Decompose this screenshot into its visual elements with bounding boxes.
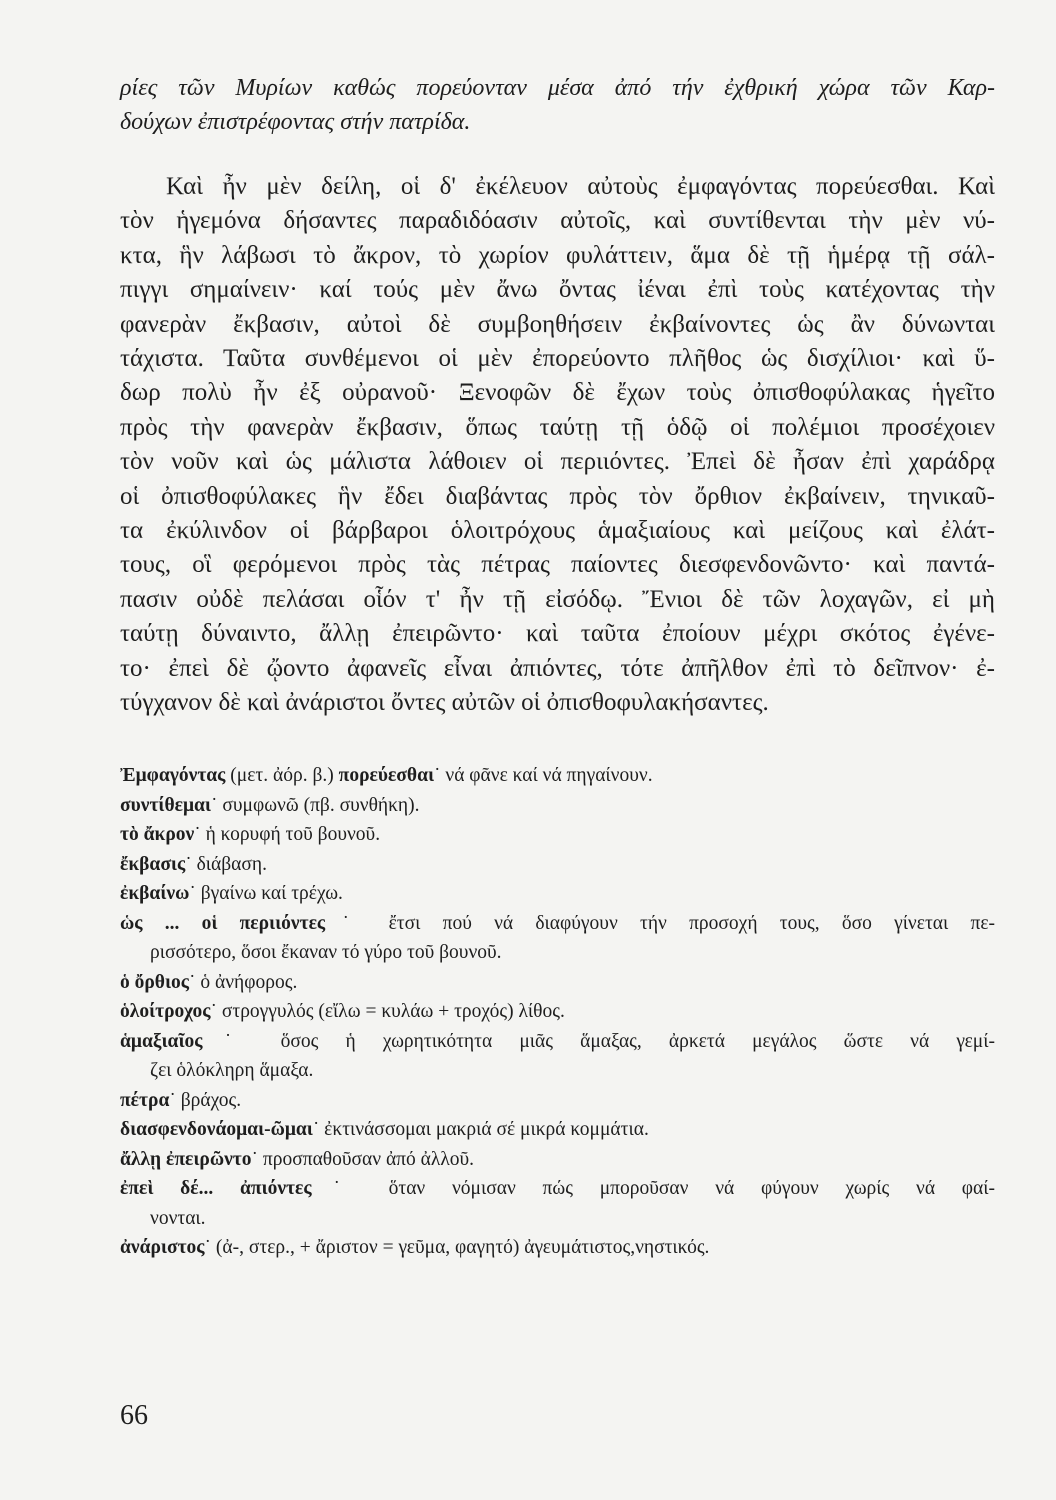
glossary-definition: ˙ ὅσος ἡ χωρητικότητα μιᾶς ἅμαξας, ἀρκετά μεγάλος ὥστε νά γεμί- (202, 1030, 995, 1052)
glossary-definition: ˙ ὅταν νόμισαν πώς μποροῦσαν νά φύγουν χωρίς νά φαί- (311, 1178, 995, 1199)
greek-passage (120, 170, 995, 721)
intro-italic-text (120, 71, 995, 139)
glossary-entry (120, 791, 995, 821)
glossary-term: ἔκβασις (120, 853, 186, 875)
passage-line: δωρ πολὺ ἦν ἐξ οὐρανοῦ· Ξενοφῶν δὲ ἔχων τοὺς ὀπισθοφύλακας ἡγεῖτο (120, 379, 995, 407)
glossary-term: ἀνάριστος (120, 1237, 205, 1258)
passage-line: τύγχανον δὲ καὶ ἀνάριστοι ὄντες αὐτῶν οἱ ὀπισθοφυλακήσαντες. (120, 689, 769, 717)
passage-line: τὸν νοῦν καὶ ὡς μάλιστα λάθοιεν οἱ περιιόντες. Ἐπεὶ δὲ ἦσαν ἐπὶ χαράδρᾳ (120, 448, 995, 476)
glossary-definition: ˙ ἔτσι πού νά διαφύγουν τήν προσοχή τους, ὅσο γίνεται πε- (325, 912, 996, 934)
passage-line: πιγγι σημαίνειν· καί τούς μὲν ἄνω ὄντας ἰέναι ἐπὶ τοὺς κατέχοντας τὴν (120, 276, 995, 304)
glossary-entry (120, 1027, 995, 1057)
passage-line: πασιν οὐδὲ πελάσαι οἷόν τ' ἦν τῇ εἰσόδῳ. Ἔνιοι δὲ τῶν λοχαγῶν, εἰ μὴ (120, 585, 995, 613)
glossary-definition: ˙ στρογγυλός (εἴλω = κυλάω + τροχός) λίθος. (210, 1001, 565, 1022)
glossary-term: διασφενδονάομαι-ῶμαι (120, 1119, 313, 1140)
passage-line: τους, οἳ φερόμενοι πρὸς τὰς πέτρας παίοντες διεσφενδονῶντο· καὶ παντά- (120, 551, 995, 579)
glossary-entry (120, 879, 995, 909)
passage-line: Καὶ ἦν μὲν δείλη, οἱ δ' ἐκέλευον αὐτοὺς ἐμφαγόντας πορεύεσθαι. Καὶ (166, 173, 995, 200)
glossary-entry (120, 1086, 995, 1116)
passage-line: φανερὰν ἔκβασιν, αὐτοὶ δὲ συμβοηθήσειν ἐκβαίνοντες ὡς ἂν δύνωνται (120, 310, 995, 338)
glossary-definition: ˙ προσπαθοῦσαν ἀπό ἀλλοῦ. (251, 1148, 475, 1170)
passage-line: τα ἐκύλινδον οἱ βάρβαροι ὁλοιτρόχους ἁμαξιαίους καὶ μείζους καὶ ἐλάτ- (120, 517, 995, 545)
intro-line: ρίες τῶν Μυρίων καθώς πορεύονταν μέσα ἀπό τήν ἐχθρική χώρα τῶν Καρ- (120, 75, 995, 101)
glossary-entry (120, 850, 995, 880)
glossary-entry (120, 1174, 995, 1204)
glossary-term: ἐκβαίνω (120, 883, 190, 904)
glossary-entry (120, 1115, 995, 1145)
glossary-continuation: νονται. (150, 1207, 206, 1229)
glossary-entry (120, 909, 995, 939)
glossary-continuation: ρισσότερο, ὅσοι ἔκαναν τό γύρο τοῦ βουνοῦ. (150, 942, 502, 963)
glossary-entry (120, 1145, 995, 1175)
passage-line: το· ἐπεὶ δὲ ᾤοντο ἀφανεῖς εἶναι ἀπιόντες, τότε ἀπῆλθον ἐπὶ τὸ δεῖπνον· ἐ- (120, 654, 995, 682)
glossary-definition: ˙ διάβαση. (185, 853, 267, 875)
passage-line: κτα, ἣν λάβωσι τὸ ἄκρον, τὸ χωρίον φυλάττειν, ἅμα δὲ τῇ ἡμέρᾳ τῇ σάλ- (120, 241, 995, 269)
glossary-entry (120, 997, 995, 1027)
glossary-entry (120, 968, 995, 998)
glossary-entry (120, 1233, 995, 1263)
glossary-definition: ˙ συμφωνῶ (πβ. συνθήκη). (210, 794, 420, 816)
glossary-term: ὁ ὄρθιος (120, 971, 190, 993)
glossary-definition: ˙ ὁ ἀνήφορος. (189, 971, 298, 993)
glossary-term: ὁλοίτροχος (120, 1001, 211, 1022)
glossary-term: τὸ ἄκρον (120, 824, 195, 845)
glossary (120, 761, 995, 1263)
glossary-definition: (μετ. ἀόρ. β.) (225, 765, 339, 786)
glossary-definition: ˙ βράχος. (169, 1089, 242, 1111)
page-number: 66 (120, 1400, 148, 1431)
glossary-definition: ˙ ἡ κορυφή τοῦ βουνοῦ. (194, 824, 381, 845)
passage-line: τάχιστα. Ταῦτα συνθέμενοι οἱ μὲν ἐπορεύοντο πλῆθος ὡς δισχίλιοι· καὶ ὕ- (120, 345, 995, 373)
glossary-definition: ˙ (ἀ-, στερ., + ἄριστον = γεῦμα, φαγητό) ἀγευμάτιστος,νηστικός. (204, 1237, 710, 1258)
intro-line: δούχων ἐπιστρέφοντας στήν πατρίδα. (120, 109, 471, 135)
glossary-entry (120, 761, 995, 791)
glossary-entry (120, 820, 995, 850)
glossary-continuation: ζει ὁλόκληρη ἅμαξα. (150, 1060, 314, 1081)
glossary-definition: ˙ νά φᾶνε καί νά πηγαίνουν. (434, 765, 653, 786)
glossary-term: συντίθεμαι (120, 794, 211, 816)
glossary-definition: ˙ βγαίνω καί τρέχω. (189, 883, 343, 904)
glossary-term: πέτρα (120, 1089, 170, 1111)
glossary-term: ἐπεὶ δέ... ἀπιόντες (120, 1178, 312, 1199)
glossary-term: πορεύεσθαι (338, 765, 435, 786)
glossary-term: ἁμαξιαῖος (120, 1030, 203, 1052)
passage-line: ταύτῃ δύναιντο, ἄλλῃ ἐπειρῶντο· καὶ ταῦτα ἐποίουν μέχρι σκότος ἐγένε- (120, 620, 995, 648)
glossary-definition: ˙ ἐκτινάσσομαι μακριά σέ μικρά κομμάτια. (312, 1119, 649, 1140)
glossary-term: Ἐμφαγόντας (120, 765, 226, 786)
passage-line: τὸν ἡγεμόνα δήσαντες παραδιδόασιν αὐτοῖς, καὶ συντίθενται τὴν μὲν νύ- (120, 207, 995, 235)
passage-line: οἱ ὀπισθοφύλακες ἣν ἔδει διαβάντας πρὸς τὸν ὄρθιον ἐκβαίνειν, τηνικαῦ- (120, 482, 995, 510)
glossary-term: ὡς ... οἱ περιιόντες (120, 912, 326, 934)
passage-line: πρὸς τὴν φανερὰν ἔκβασιν, ὅπως ταύτῃ τῇ ὁδῷ οἱ πολέμιοι προσέχοιεν (120, 413, 995, 441)
glossary-term: ἄλλῃ ἐπειρῶντο (120, 1148, 252, 1170)
